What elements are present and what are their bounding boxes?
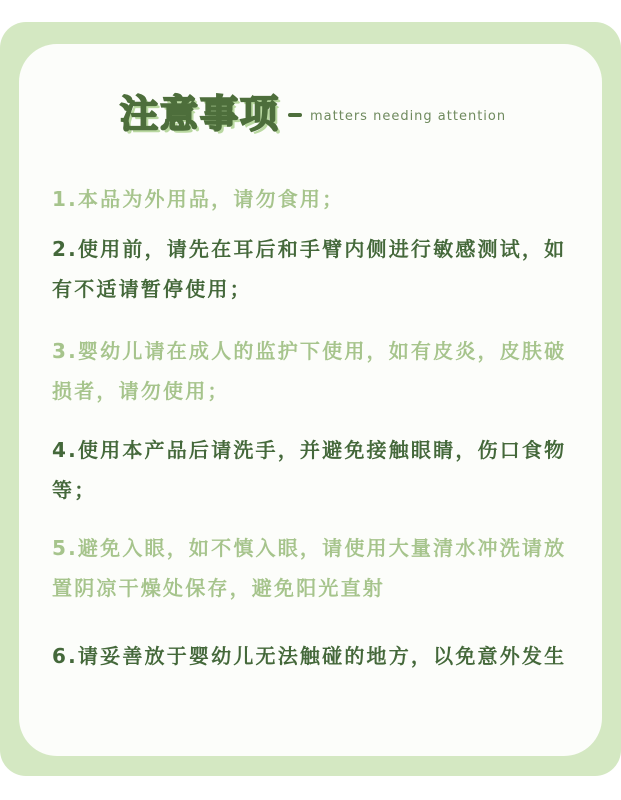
header (120, 80, 506, 140)
note-item: 5.避免入眼，如不慎入眼，请使用大量清水冲洗请放置阴凉干燥处保存，避免阳光直射 (52, 536, 567, 600)
note-item: 4.使用本产品后请洗手，并避免接触眼睛，伤口食物等； (52, 438, 567, 502)
note-item: 1.本品为外用品，请勿食用； (52, 187, 345, 211)
page-title: 注意事项 (120, 91, 281, 136)
note-item: 6.请妥善放于婴幼儿无法触碰的地方，以免意外发生 (52, 644, 567, 668)
title-dash (288, 113, 302, 117)
note-item: 3.婴幼儿请在成人的监护下使用，如有皮炎，皮肤破损者，请勿使用； (52, 339, 567, 403)
page-subtitle: matters needing attention (310, 108, 507, 124)
note-item: 2.使用前，请先在耳后和手臂内侧进行敏感测试，如有不适请暂停使用； (52, 237, 567, 301)
